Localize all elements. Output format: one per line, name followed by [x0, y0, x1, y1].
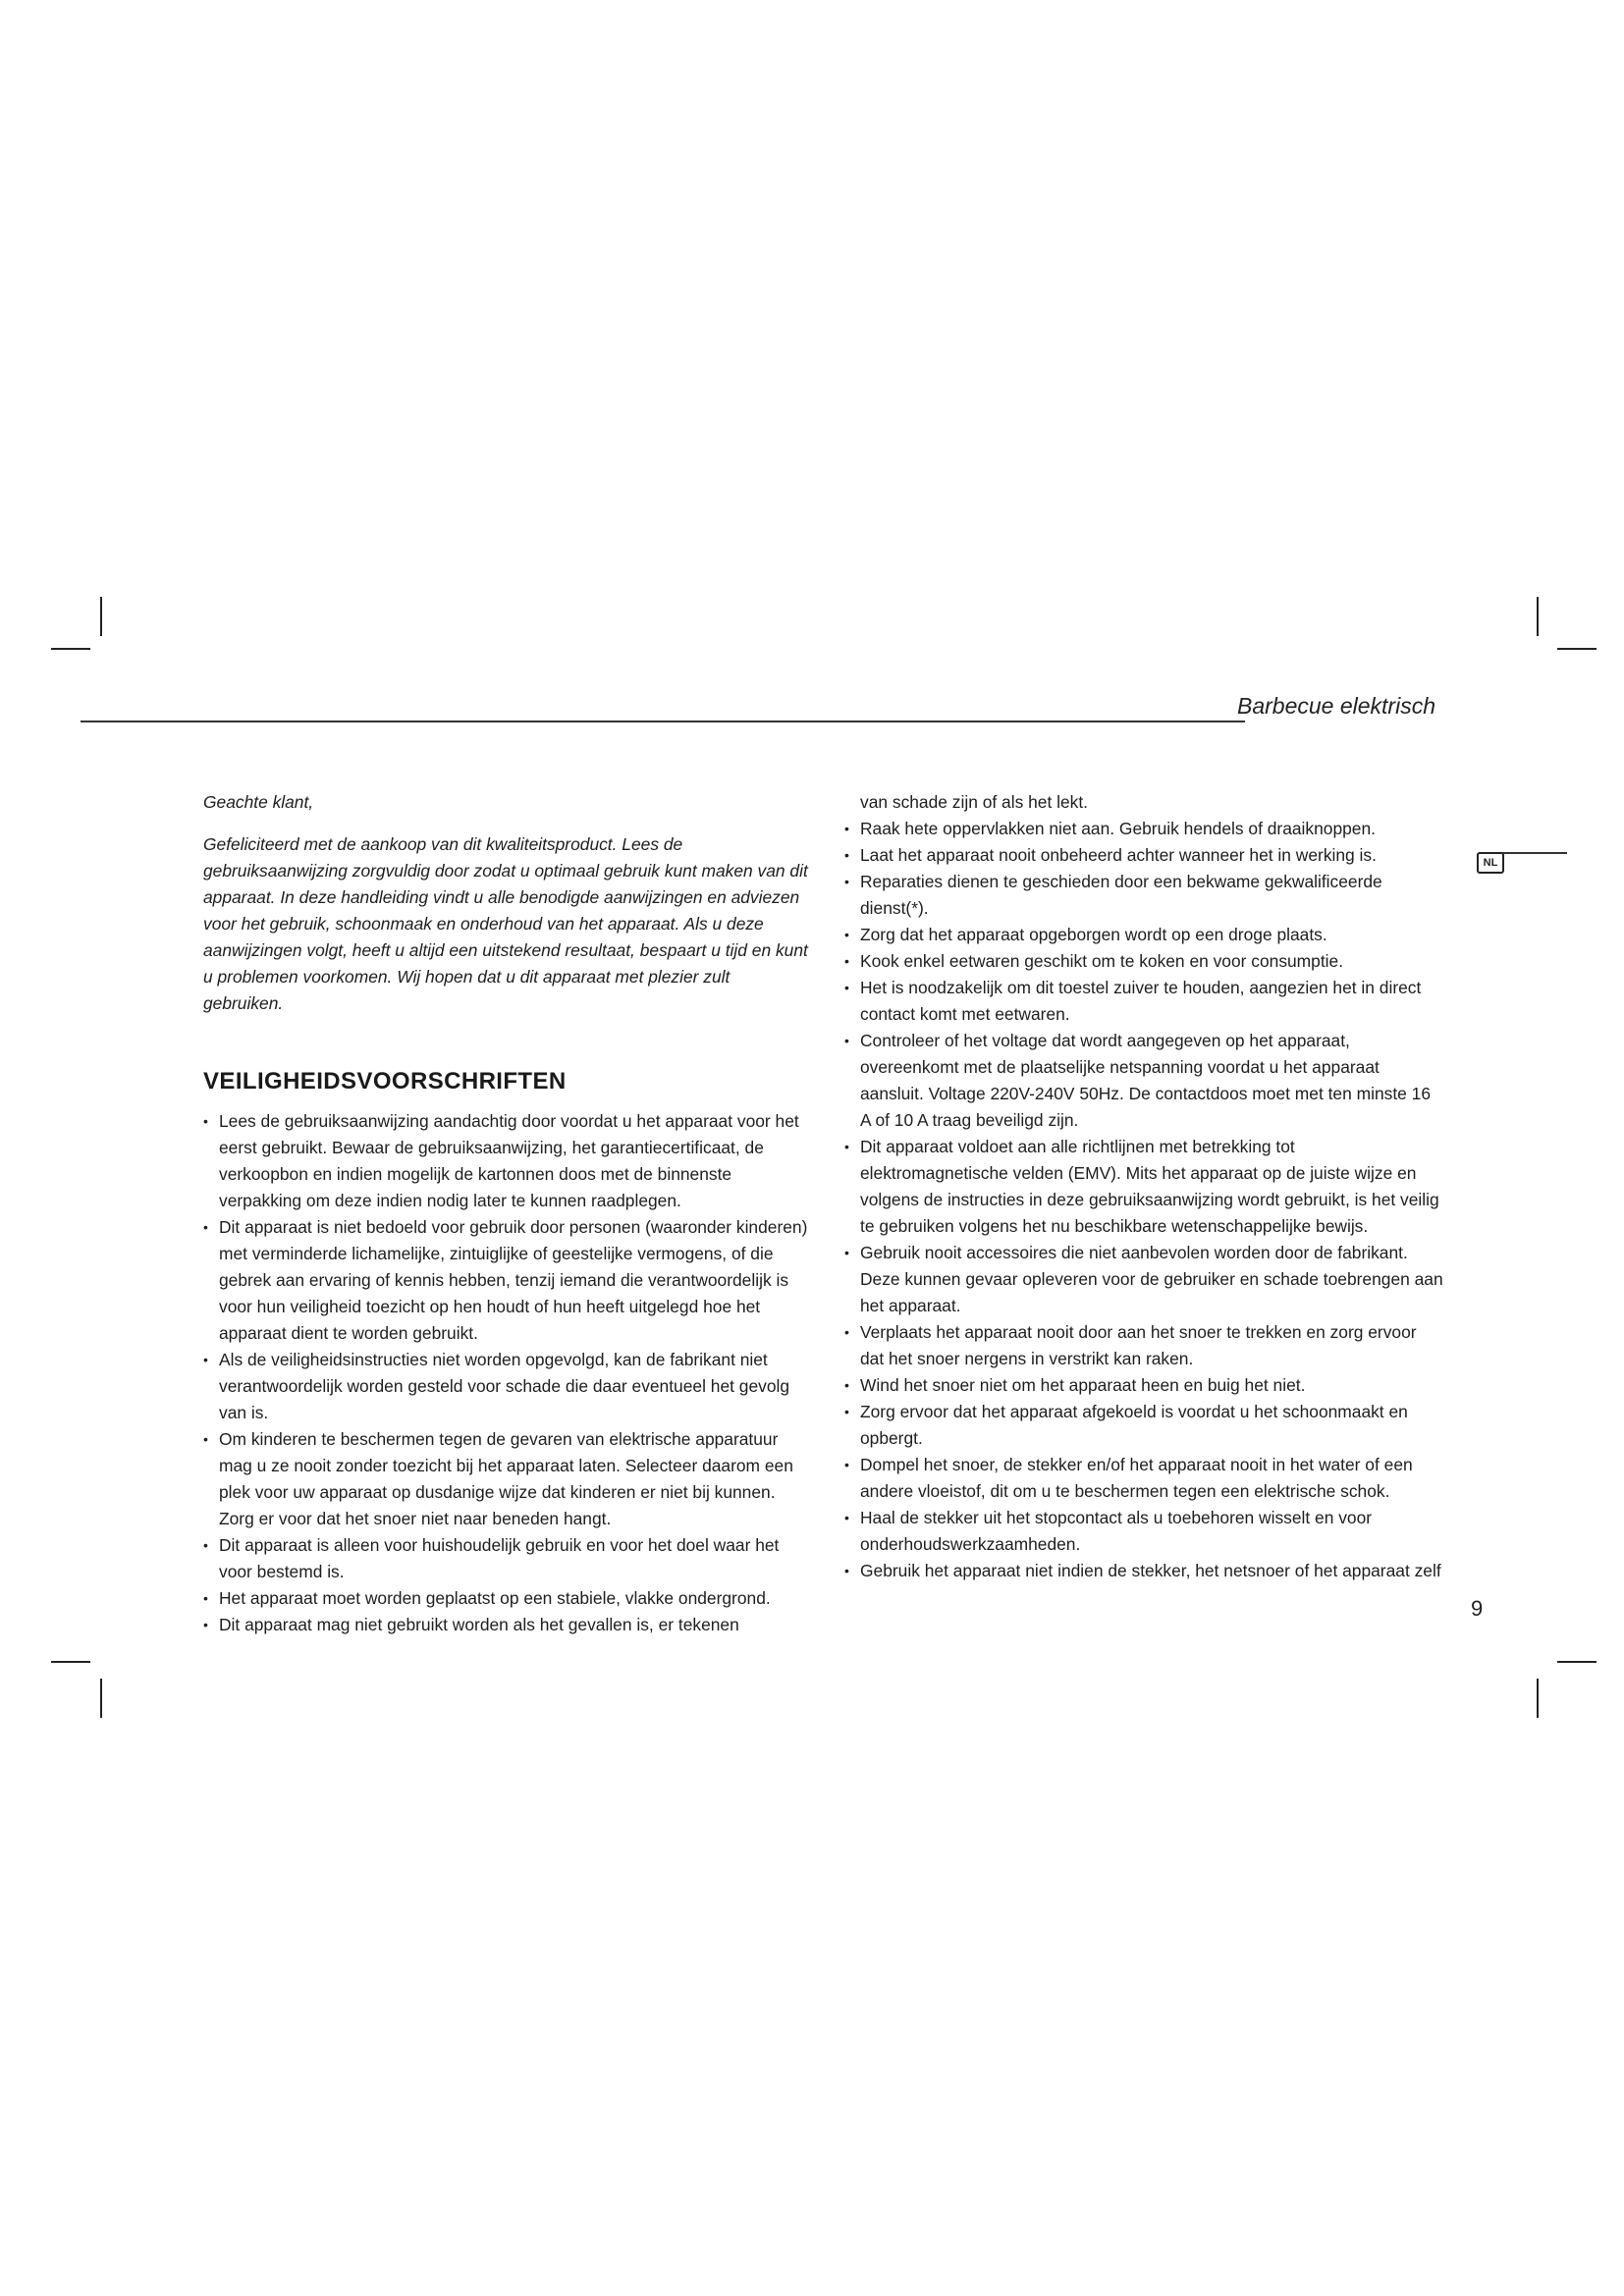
crop-mark-bottom-right-horizontal	[1557, 1661, 1597, 1663]
list-item: • Verplaats het apparaat nooit door aan het snoer te trekken en zorg ervoor dat het snoer nergens in verstrikt kan raken.	[844, 1319, 1443, 1372]
header-title: Barbecue elektrisch	[1237, 693, 1435, 719]
list-item: • Dit apparaat mag niet gebruikt worden als het gevallen is, er tekenen	[203, 1612, 812, 1638]
section-title: VEILIGHEIDSVOORSCHRIFTEN	[203, 1068, 567, 1095]
crop-mark-bottom-left-horizontal	[51, 1661, 90, 1663]
list-item: • Wind het snoer niet om het apparaat heen en buig het niet.	[844, 1372, 1443, 1399]
list-item: • Reparaties dienen te geschieden door een bekwame gekwalificeerde dienst(*).	[844, 869, 1443, 922]
header-rule	[81, 721, 1245, 722]
list-item: • Gebruik nooit accessoires die niet aanbevolen worden door de fabrikant. Deze kunnen gevaar opleveren voor de gebruiker en schade toebrengen aan het apparaat.	[844, 1240, 1443, 1319]
crop-mark-top-right-horizontal	[1557, 648, 1597, 650]
language-tab-rule	[1502, 852, 1567, 854]
list-item: • Haal de stekker uit het stopcontact als u toebehoren wisselt en voor onderhoudswerkzaamheden.	[844, 1505, 1443, 1558]
list-item: • Controleer of het voltage dat wordt aangegeven op het apparaat, overeenkomt met de plaatselijke netspanning voordat u het apparaat aansluit. Voltage 220V-240V 50Hz. De contactdoos moet met ten minste 16 A of 10 A traag beveiligd zijn.	[844, 1028, 1443, 1134]
list-item: • Raak hete oppervlakken niet aan. Gebruik hendels of draaiknoppen.	[844, 816, 1443, 842]
list-item: • Kook enkel eetwaren geschikt om te koken en voor consumptie.	[844, 948, 1443, 975]
list-item: • Zorg dat het apparaat opgeborgen wordt op een droge plaats.	[844, 922, 1443, 948]
list-item: • Dit apparaat is niet bedoeld voor gebruik door personen (waaronder kinderen) met verminderde lichamelijke, zintuiglijke of geestelijke vermogens, of die gebrek aan ervaring of kennis hebben, tenzij iemand die verantwoordelijk is voor hun veiligheid toezicht op hen houdt of hun heeft uitgelegd hoe het apparaat dient te worden gebruikt.	[203, 1214, 812, 1347]
list-item: • Zorg ervoor dat het apparaat afgekoeld is voordat u het schoonmaakt en opbergt.	[844, 1399, 1443, 1452]
right-column	[844, 789, 1443, 1584]
page-number: 9	[1471, 1596, 1484, 1621]
safety-list-right	[844, 789, 1443, 1584]
intro-paragraph: Gefeliciteerd met de aankoop van dit kwaliteitsproduct. Lees de gebruiksaanwijzing zorgvuldig door zodat u optimaal gebruik kunt maken van dit apparaat. In deze handleiding vindt u alle benodigde aanwijzingen en adviezen voor het gebruik, schoonmaak en onderhoud van het apparaat. Als u deze aanwijzingen volgt, heeft u altijd een uitstekend resultaat, bespaart u tijd en kunt u problemen voorkomen. Wij hopen dat u dit apparaat met plezier zult gebruiken.	[203, 834, 808, 1013]
crop-mark-bottom-left-vertical	[100, 1679, 102, 1718]
list-item: • Dit apparaat is alleen voor huishoudelijk gebruik en voor het doel waar het voor bestemd is.	[203, 1532, 812, 1585]
list-item: • Als de veiligheidsinstructies niet worden opgevolgd, kan de fabrikant niet verantwoordelijk worden gesteld voor schade die daar eventueel het gevolg van is.	[203, 1347, 812, 1426]
language-badge: NL	[1477, 852, 1504, 874]
list-item: • Lees de gebruiksaanwijzing aandachtig door voordat u het apparaat voor het eerst gebruikt. Bewaar de gebruiksaanwijzing, het garantiecertificaat, de verkoopbon en indien mogelijk de kartonnen doos met de binnenste verpakking om deze indien nodig later te kunnen raadplegen.	[203, 1108, 812, 1214]
list-item-continuation: van schade zijn of als het lekt.	[860, 792, 1089, 812]
list-item: • Gebruik het apparaat niet indien de stekker, het netsnoer of het apparaat zelf	[844, 1558, 1443, 1584]
list-item: • Dit apparaat voldoet aan alle richtlijnen met betrekking tot elektromagnetische velden (EMV). Mits het apparaat op de juiste wijze en volgens de instructies in deze gebruiksaanwijzing wordt gebruikt, is het veilig te gebruiken volgens het nu beschikbare wetenschappelijke bewijs.	[844, 1134, 1443, 1240]
list-item: • Dompel het snoer, de stekker en/of het apparaat nooit in het water of een andere vloeistof, dit om u te beschermen tegen een elektrische schok.	[844, 1452, 1443, 1505]
crop-mark-top-left-vertical	[100, 597, 102, 636]
list-item: • Laat het apparaat nooit onbeheerd achter wanneer het in werking is.	[844, 842, 1443, 869]
crop-mark-top-right-vertical	[1537, 597, 1539, 636]
list-item: • Om kinderen te beschermen tegen de gevaren van elektrische apparatuur mag u ze nooit zonder toezicht bij het apparaat laten. Selecteer daarom een plek voor uw apparaat op dusdanige wijze dat kinderen er niet bij kunnen. Zorg er voor dat het snoer niet naar beneden hangt.	[203, 1426, 812, 1532]
crop-mark-bottom-right-vertical	[1537, 1679, 1539, 1718]
left-column	[203, 789, 812, 1638]
crop-mark-top-left-horizontal	[51, 648, 90, 650]
salutation: Geachte klant,	[203, 792, 314, 812]
safety-list-left	[203, 1108, 812, 1638]
list-item: • Het apparaat moet worden geplaatst op een stabiele, vlakke ondergrond.	[203, 1585, 812, 1612]
list-item: • Het is noodzakelijk om dit toestel zuiver te houden, aangezien het in direct contact komt met eetwaren.	[844, 975, 1443, 1028]
